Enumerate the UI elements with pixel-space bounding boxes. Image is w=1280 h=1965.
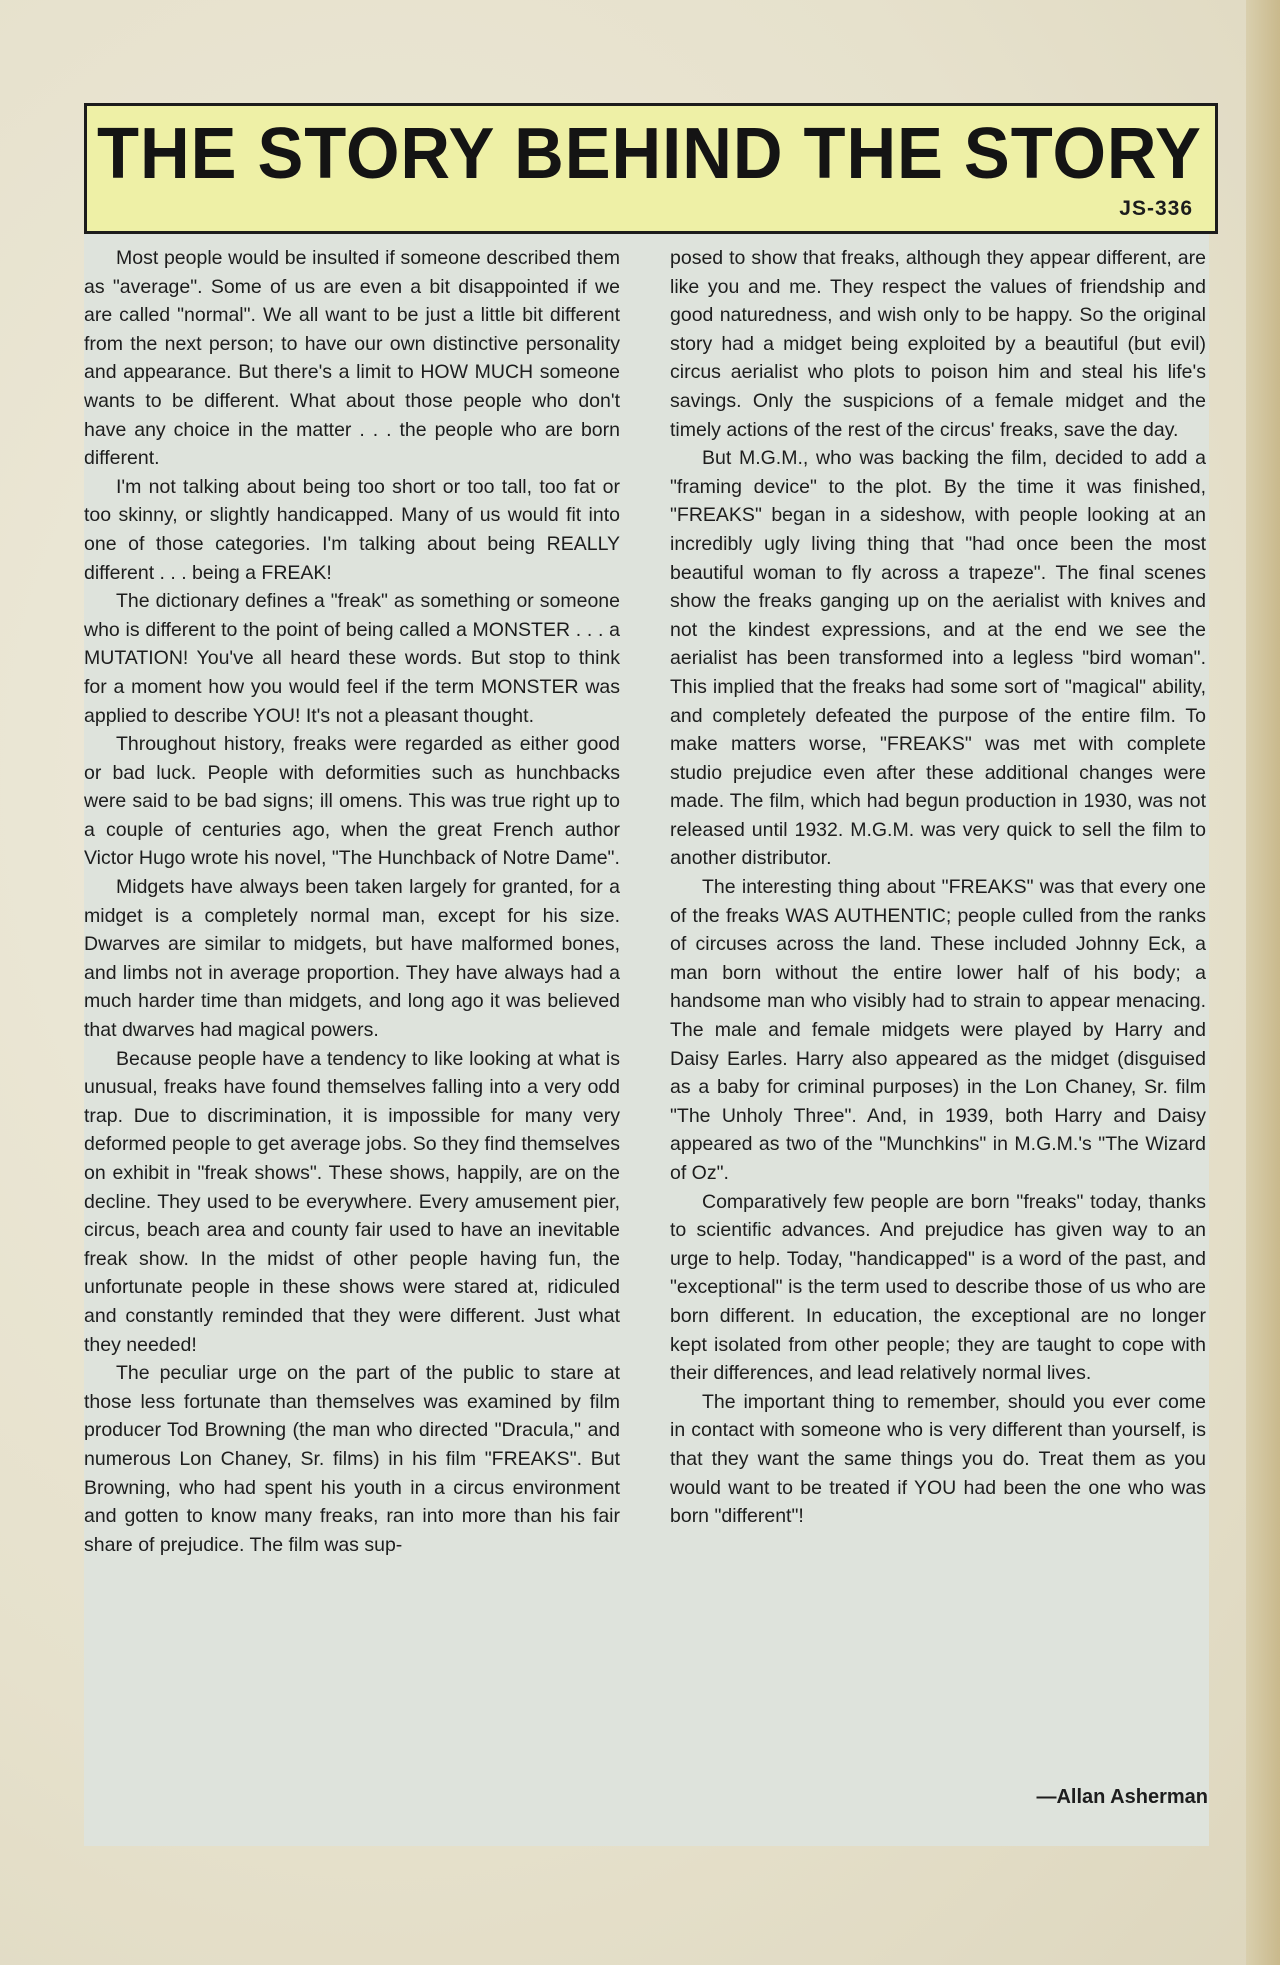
header-box	[84, 103, 1218, 234]
article-left-column	[84, 244, 620, 1559]
paragraph: Comparatively few people are born "freaks" today, thanks to scientific advances. And prejudice has given way to an urge to help. Today, "handicapped" is a word of the past, and "exceptional" is the term used to describe those of us who are born different. In education, the exceptional are no longer kept isolated from other people; they are taught to cope with their differences, and lead relatively normal lives.	[670, 1190, 1206, 1385]
paragraph: Midgets have always been taken largely for granted, for a midget is a completely normal man, except for his size. Dwarves are similar to midgets, but have malformed bones, and limbs not in average proportion. They have always had a much harder time than midgets, and long ago it was believed that dwarves had magical powers.	[84, 876, 620, 1042]
paragraph: The peculiar urge on the part of the public to stare at those less fortunate than themselves was examined by film producer Tod Browning (the man who directed "Dracula," and numerous Lon Chaney, Sr. films) in his film "FREAKS". But Browning, who had spent his youth in a circus environment and gotten to know many freaks, ran into more than his fair share of prejudice. The film was sup-	[84, 1362, 620, 1556]
paragraph: I'm not talking about being too short or too tall, too fat or too skinny, or slightly handicapped. Many of us would fit into one of those categories. I'm talking about being REALLY different . . . being a FREAK!	[84, 475, 620, 584]
paragraph: Throughout history, freaks were regarded as either good or bad luck. People with deformities such as hunchbacks were said to be bad signs; ill omens. This was true right up to a couple of centuries ago, when the great French author Victor Hugo wrote his novel, "The Hunchback of Notre Dame".	[84, 733, 620, 870]
author-signature: —Allan Asherman	[1036, 1786, 1208, 1808]
paragraph: The important thing to remember, should you ever come in contact with someone who is very different than yourself, is that they want the same things you do. Treat them as you would want to be treated if YOU had been the one who was born "different"!	[670, 1390, 1206, 1528]
paragraph: But M.G.M., who was backing the film, decided to add a "framing device" to the plot. By the time it was finished, "FREAKS" began in a sideshow, with people looking at an incredibly ugly living thing that "had once been the most beautiful woman to fly across a trapeze". The final scenes show the freaks ganging up on the aerialist with knives and not the kindest expressions, and at the end we see the aerialist has been transformed into a legless "bird woman". This implied that the freaks had some sort of "magical" ability, and completely defeated the purpose of the entire film. To make matters worse, "FREAKS" was met with complete studio prejudice even after these additional changes were made. The film, which had begun production in 1930, was not released until 1932. M.G.M. was very quick to sell the film to another distributor.	[670, 447, 1206, 870]
page-title: THE STORY BEHIND THE STORY	[97, 114, 1202, 194]
page-edge	[1246, 0, 1280, 1965]
paragraph: The dictionary defines a "freak" as something or someone who is different to the point of being called a MONSTER . . . a MUTATION! You've all heard these words. But stop to think for a moment how you would feel if the term MONSTER was applied to describe YOU! It's not a pleasant thought.	[84, 590, 620, 727]
paragraph: Most people would be insulted if someone described them as "average". Some of us are even a bit disappointed if we are called "normal". We all want to be just a little bit different from the next person; to have our own distinctive personality and appearance. But there's a limit to HOW MUCH someone wants to be different. What about those people who don't have any choice in the matter . . . the people who are born different.	[84, 247, 620, 470]
page-code: JS-336	[1119, 197, 1193, 220]
article-right-column	[670, 244, 1206, 1531]
paragraph: posed to show that freaks, although they appear different, are like you and me. They respect the values of friendship and good naturedness, and wish only to be happy. So the original story had a midget being exploited by a beautiful (but evil) circus aerialist who plots to poison him and steal his life's savings. Only the suspicions of a female midget and the timely actions of the rest of the circus' freaks, save the day.	[670, 247, 1206, 441]
paragraph: Because people have a tendency to like looking at what is unusual, freaks have found themselves falling into a very odd trap. Due to discrimination, it is impossible for many very deformed people to get average jobs. So they find themselves on exhibit in "freak shows". These shows, happily, are on the decline. They used to be everywhere. Every amusement pier, circus, beach area and county fair used to have an inevitable freak show. In the midst of other people having fun, the unfortunate people in these shows were stared at, ridiculed and constantly reminded that they were different. Just what they needed!	[84, 1047, 620, 1356]
paragraph: The interesting thing about "FREAKS" was that every one of the freaks WAS AUTHENTIC; people culled from the ranks of circuses across the land. These included Johnny Eck, a man born without the entire lower half of his body; a handsome man who visibly had to strain to appear menacing. The male and female midgets were played by Harry and Daisy Earles. Harry also appeared as the midget (disguised as a baby for criminal purposes) in the Lon Chaney, Sr. film "The Unholy Three". And, in 1939, both Harry and Daisy appeared as two of the "Munchkins" in M.G.M.'s "The Wizard of Oz".	[670, 876, 1206, 1184]
